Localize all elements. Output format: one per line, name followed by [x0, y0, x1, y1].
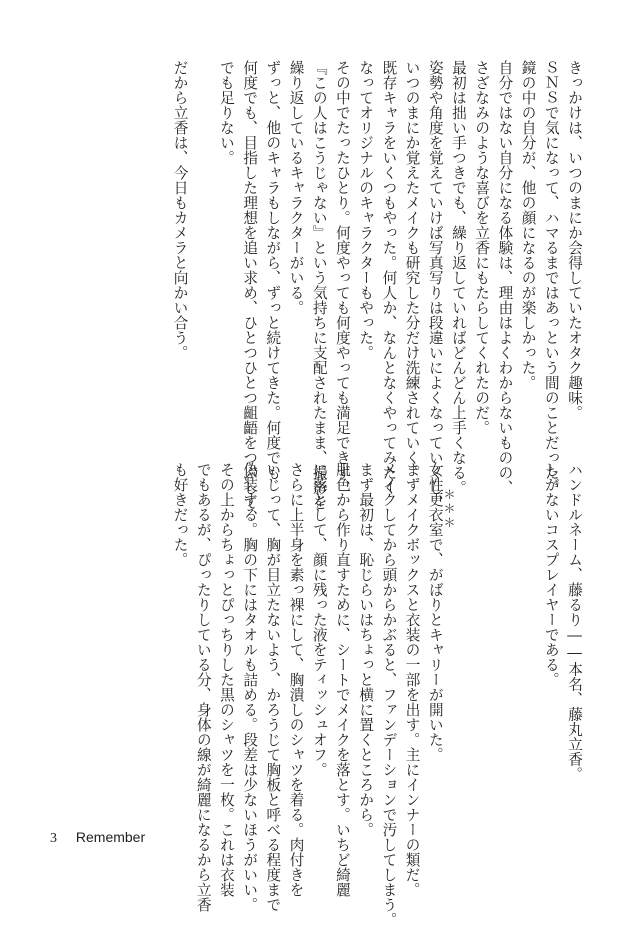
- page-number: 3: [50, 831, 57, 846]
- text-line: しがないコスプレイヤーである。: [542, 462, 560, 687]
- text-line: でもあるが、ぴったりしている分、身体の線が綺麗になるから立香: [194, 462, 212, 912]
- text-line: 既存キャラをいくつもやった。何人か、なんとなくやってみたく: [380, 60, 398, 495]
- blank-line: [493, 462, 516, 842]
- text-line: 何度でも、目指した理想を追い求め、ひとつひとつ齟齬をつぶして、: [241, 60, 259, 525]
- text-line: さらに上半身を素っ裸にして、胸潰しのシャツを着る。肉付きを: [287, 462, 305, 897]
- text-line: 女性更衣室で、がばりとキャリーが開いた。: [426, 462, 444, 762]
- text-line: ハンドルネーム、藤るり――本名、藤丸立香。: [566, 462, 583, 782]
- blank-line: [516, 462, 539, 842]
- text-line: 自分ではない自分になる体験は、理由はよくわからないものの、: [496, 60, 514, 495]
- text-line: ＳＮＳで気になって、ハマるまではあっという間のことだった。: [542, 60, 560, 495]
- text-line: でも足りない。: [217, 60, 235, 165]
- text-line: きっかけは、いつのまにか会得していたオタク趣味。: [566, 60, 583, 420]
- page-footer: [50, 829, 145, 847]
- text-line: 『この人はこうじゃない』という気持ちに支配されたまま、撮影を: [310, 60, 328, 510]
- running-title: Remember: [75, 829, 146, 845]
- text-line: 鏡の中の自分が、他の顔になるのが楽しかった。: [519, 60, 537, 390]
- text-line: 繰り返しているキャラクターがいる。: [287, 60, 305, 315]
- blank-line: [470, 462, 493, 842]
- text-line: まずメイクボックスと衣装の一部を出す。主にインナーの類だ。: [403, 462, 421, 897]
- text-line: なってオリジナルのキャラクターもやった。: [357, 60, 375, 360]
- text-line: まず最初は、恥じらいはちょっと横に置くところから。: [357, 462, 375, 837]
- text-line: 肌色から作り直すために、シートでメイクを落とす。いちど綺麗: [333, 462, 351, 897]
- text-line: 最初は拙い手つきでも、繰り返していればどんどん上手くなる。: [449, 60, 467, 495]
- section-separator: ＊＊＊: [442, 488, 456, 530]
- text-line: さざなみのような喜びを立香にもたらしてくれたのだ。: [473, 60, 491, 435]
- text-line: その上からちょっとぴっちりした黒のシャツを一枚。これは衣装: [217, 462, 235, 897]
- text-line: いつのまにか覚えたメイクも研究した分だけ洗練されていく。: [403, 60, 421, 480]
- text-line: 姿勢や角度を覚えていけば写真写りは段違いによくなっていくし、: [426, 60, 444, 510]
- text-line: に落として、顔に残った液をティッシュオフ。: [310, 462, 328, 777]
- text-line: ずっと、他のキャラもしながら、ずっと続けてきた。何度でも: [264, 60, 282, 480]
- text-line: も好きだった。: [171, 462, 189, 567]
- text-line: 偽装する。胸の下にはタオルも詰める。段差は少ないほうがいい。: [241, 462, 259, 912]
- blank-line: [192, 60, 215, 420]
- text-line: いじって、胸が目立たないよう、かろうじて胸板と呼べる程度まで: [264, 462, 282, 912]
- text-line: その中でたったひとり。何度やっても何度やっても満足できず、: [333, 60, 351, 495]
- text-line: メイクしてから頭からかぶると、ファンデーションで汚してしまう。: [380, 462, 398, 927]
- text-line: だから立香は、今日もカメラと向かい合う。: [171, 60, 189, 360]
- lower-text-column: [168, 462, 586, 927]
